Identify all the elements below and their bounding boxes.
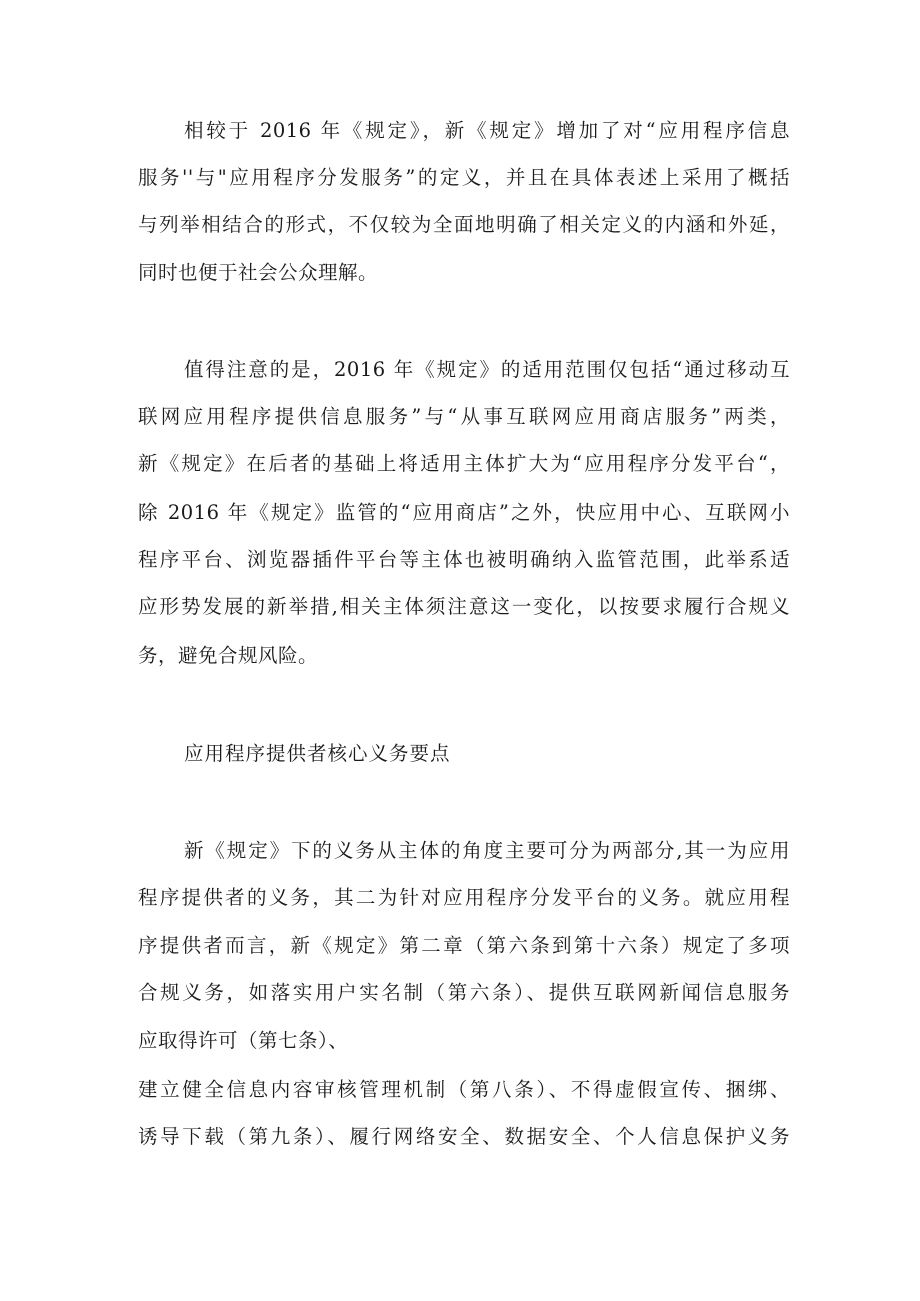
text-line: 务，避免合规风险。: [138, 644, 319, 667]
section-heading: 应用程序提供者核心义务要点: [184, 742, 451, 765]
text-line: 除 2016 年《规定》监管的“应用商店”之外，快应用中心、互联网小: [138, 501, 790, 524]
text-line: 服务''与"应用程序分发服务”的定义，并且在具体表述上采用了概括: [138, 166, 790, 189]
text-line: 合规义务，如落实用户实名制（第六条）、提供互联网新闻信息服务: [138, 981, 790, 1004]
text-line: 程序平台、浏览器插件平台等主体也被明确纳入监管范围，此举系适: [138, 548, 790, 571]
text-line: 序提供者而言，新《规定》第二章（第六条到第十六条）规定了多项: [138, 934, 790, 957]
text-line: 与列举相结合的形式，不仅较为全面地明确了相关定义的内涵和外延，: [138, 213, 790, 236]
text-line: 新《规定》下的义务从主体的角度主要可分为两部分,其一为应用: [184, 839, 790, 862]
text-line: 建立健全信息内容审核管理机制（第八条）、不得虚假宣传、捆绑、: [138, 1078, 790, 1101]
text-line: 程序提供者的义务，其二为针对应用程序分发平台的义务。就应用程: [138, 886, 790, 909]
text-line: 应形势发展的新举措,相关主体须注意这一变化，以按要求履行合规义: [138, 595, 790, 618]
text-line: 新《规定》在后者的基础上将适用主体扩大为“应用程序分发平台“，: [138, 452, 790, 475]
text-line: 同时也便于社会公众理解。: [138, 261, 379, 284]
text-line: 联网应用程序提供信息服务”与“从事互联网应用商店服务”两类，: [138, 405, 790, 428]
text-line: 诱导下载（第九条）、履行网络安全、数据安全、个人信息保护义务: [138, 1125, 790, 1148]
text-line: 值得注意的是，2016 年《规定》的适用范围仅包括“通过移动互: [184, 358, 790, 381]
text-line: 相较于 2016 年《规定》，新《规定》增加了对“应用程序信息: [184, 119, 790, 142]
text-line: 应取得许可（第七条）、: [138, 1029, 349, 1052]
